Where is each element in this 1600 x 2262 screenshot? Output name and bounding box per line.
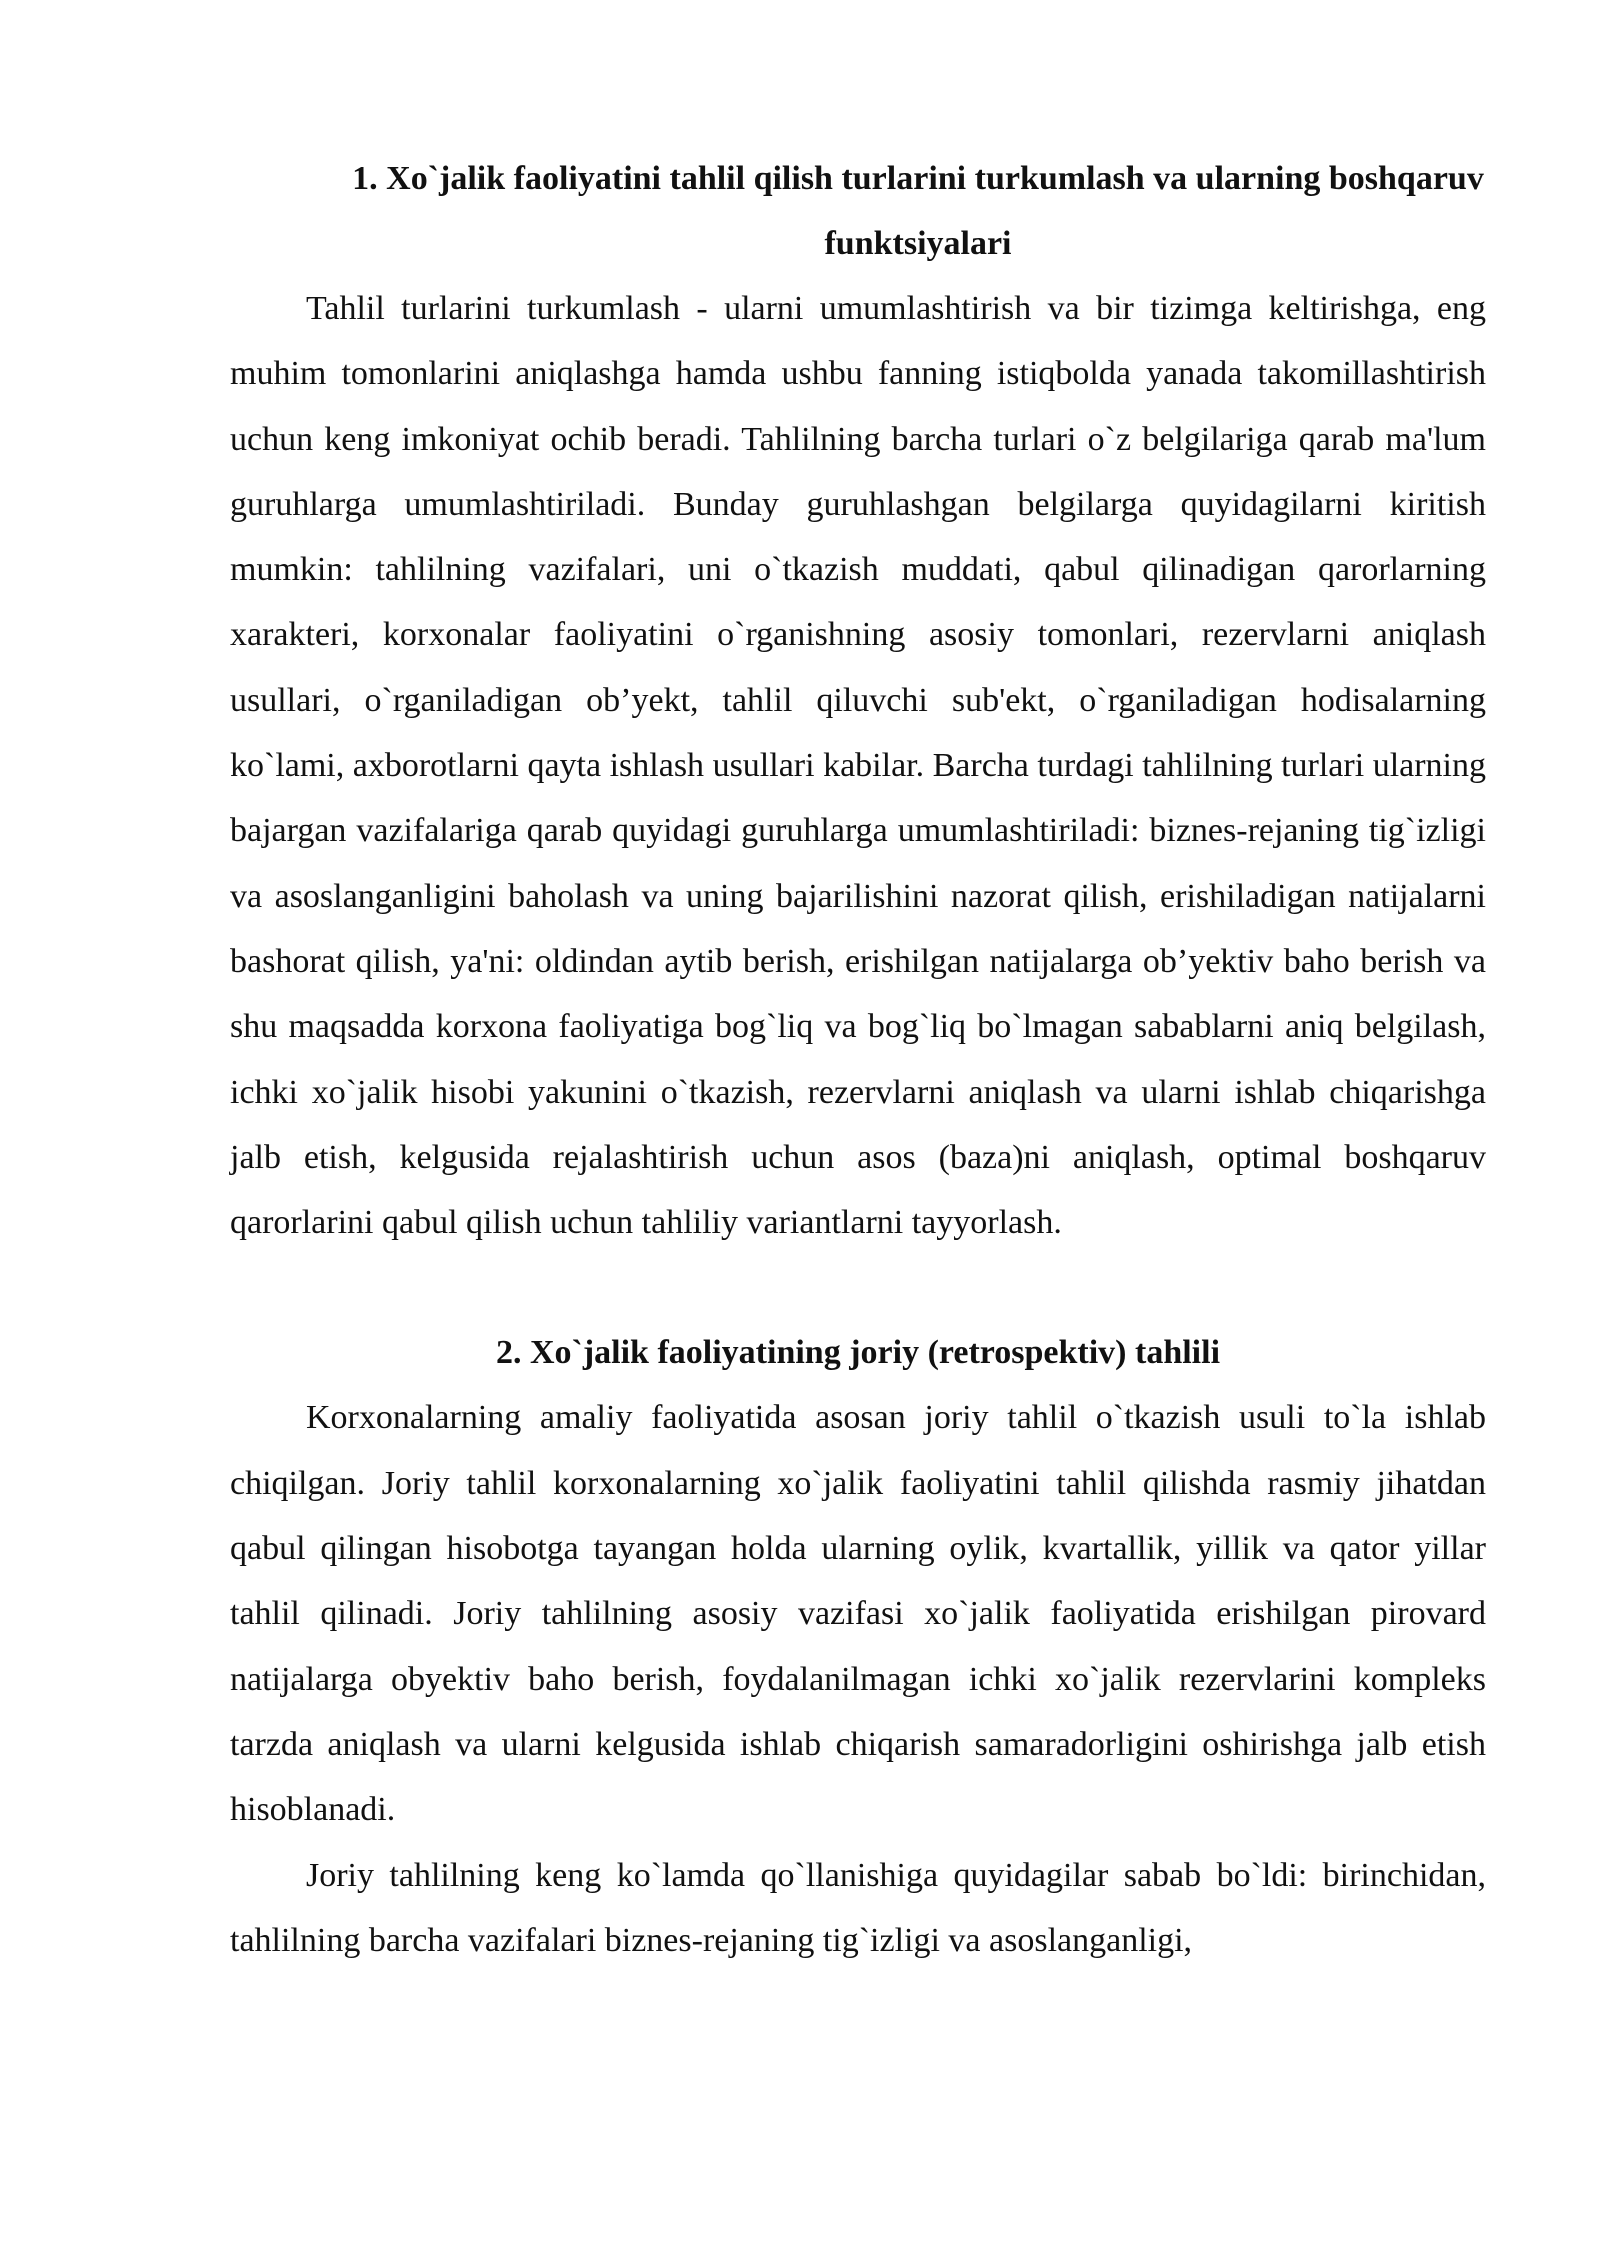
section-spacer (230, 1255, 1486, 1320)
section-1-paragraph: Tahlil turlarini turkumlash - ularni umumlashtirish va bir tizimga keltirishga, eng muhim tomonlarini aniqlashga hamda ushbu fanning istiqbolda yanada takomillashtirish uchun keng imkoniyat ochib beradi. Tahlilning barcha turlari o`z belgilariga qarab ma'lum guruhlarga umumlashtiriladi. Bunday guruhlashgan belgilarga quyidagilarni kiritish mumkin: tahlilning vazifalari, uni o`tkazish muddati, qabul qilinadigan qarorlarning xarakteri, korxonalar faoliyatini o`rganishning asosiy tomonlari, rezervlarni aniqlash usullari, o`rganiladigan ob’yekt, tahlil qiluvchi sub'ekt, o`rganiladigan hodisalarning ko`lami, axborotlarni qayta ishlash usullari kabilar. Barcha turdagi tahlilning turlari ularning bajargan vazifalariga qarab quyidagi guruhlarga umumlashtiriladi: biznes-rejaning tig`izligi va asoslanganligini baholash va uning bajarilishini nazorat qilish, erishiladigan natijalarni bashorat qilish, ya'ni: oldindan aytib berish, erishilgan natijalarga ob’yektiv baho berish va shu maqsadda korxona faoliyatiga bog`liq va bog`liq bo`lmagan sabablarni aniq belgilash, ichki xo`jalik hisobi yakunini o`tkazish, rezervlarni aniqlash va ularni ishlab chiqarishga jalb etish, kelgusida rejalashtirish uchun asos (baza)ni aniqlash, optimal boshqaruv qarorlarini qabul qilish uchun tahliliy variantlarni tayyorlash. (230, 290, 1486, 1242)
document-body (230, 146, 1486, 1973)
section-2-paragraph-1: Korxonalarning amaliy faoliyatida asosan joriy tahlil o`tkazish usuli to`la ishlab chiqilgan. Joriy tahlil korxonalarning xo`jalik faoliyatini tahlil qilishda rasmiy jihatdan qabul qilingan hisobotga tayangan holda ularning oylik, kvartallik, yillik va qator yillar tahlil qilinadi. Joriy tahlilning asosiy vazifasi xo`jalik faoliyatida erishilgan pirovard natijalarga obyektiv baho berish, foydalanilmagan ichki xo`jalik rezervlarini kompleks tarzda aniqlash va ularni kelgusida ishlab chiqarish samaradorligini oshirishga jalb etish hisoblanadi. (230, 1399, 1486, 1829)
section-1-heading: 1. Xo`jalik faoliyatini tahlil qilish turlarini turkumlash va ularning boshqaruv funktsiyalari (352, 160, 1484, 262)
section-2-paragraph-2: Joriy tahlilning keng ko`lamda qo`llanishiga quyidagilar sabab bo`ldi: birinchidan, tahlilning barcha vazifalari biznes-rejaning tig`izligi va asoslanganligi, (230, 1856, 1486, 1959)
section-2-heading: 2. Xo`jalik faoliyatining joriy (retrospektiv) tahlili (495, 1334, 1221, 1372)
